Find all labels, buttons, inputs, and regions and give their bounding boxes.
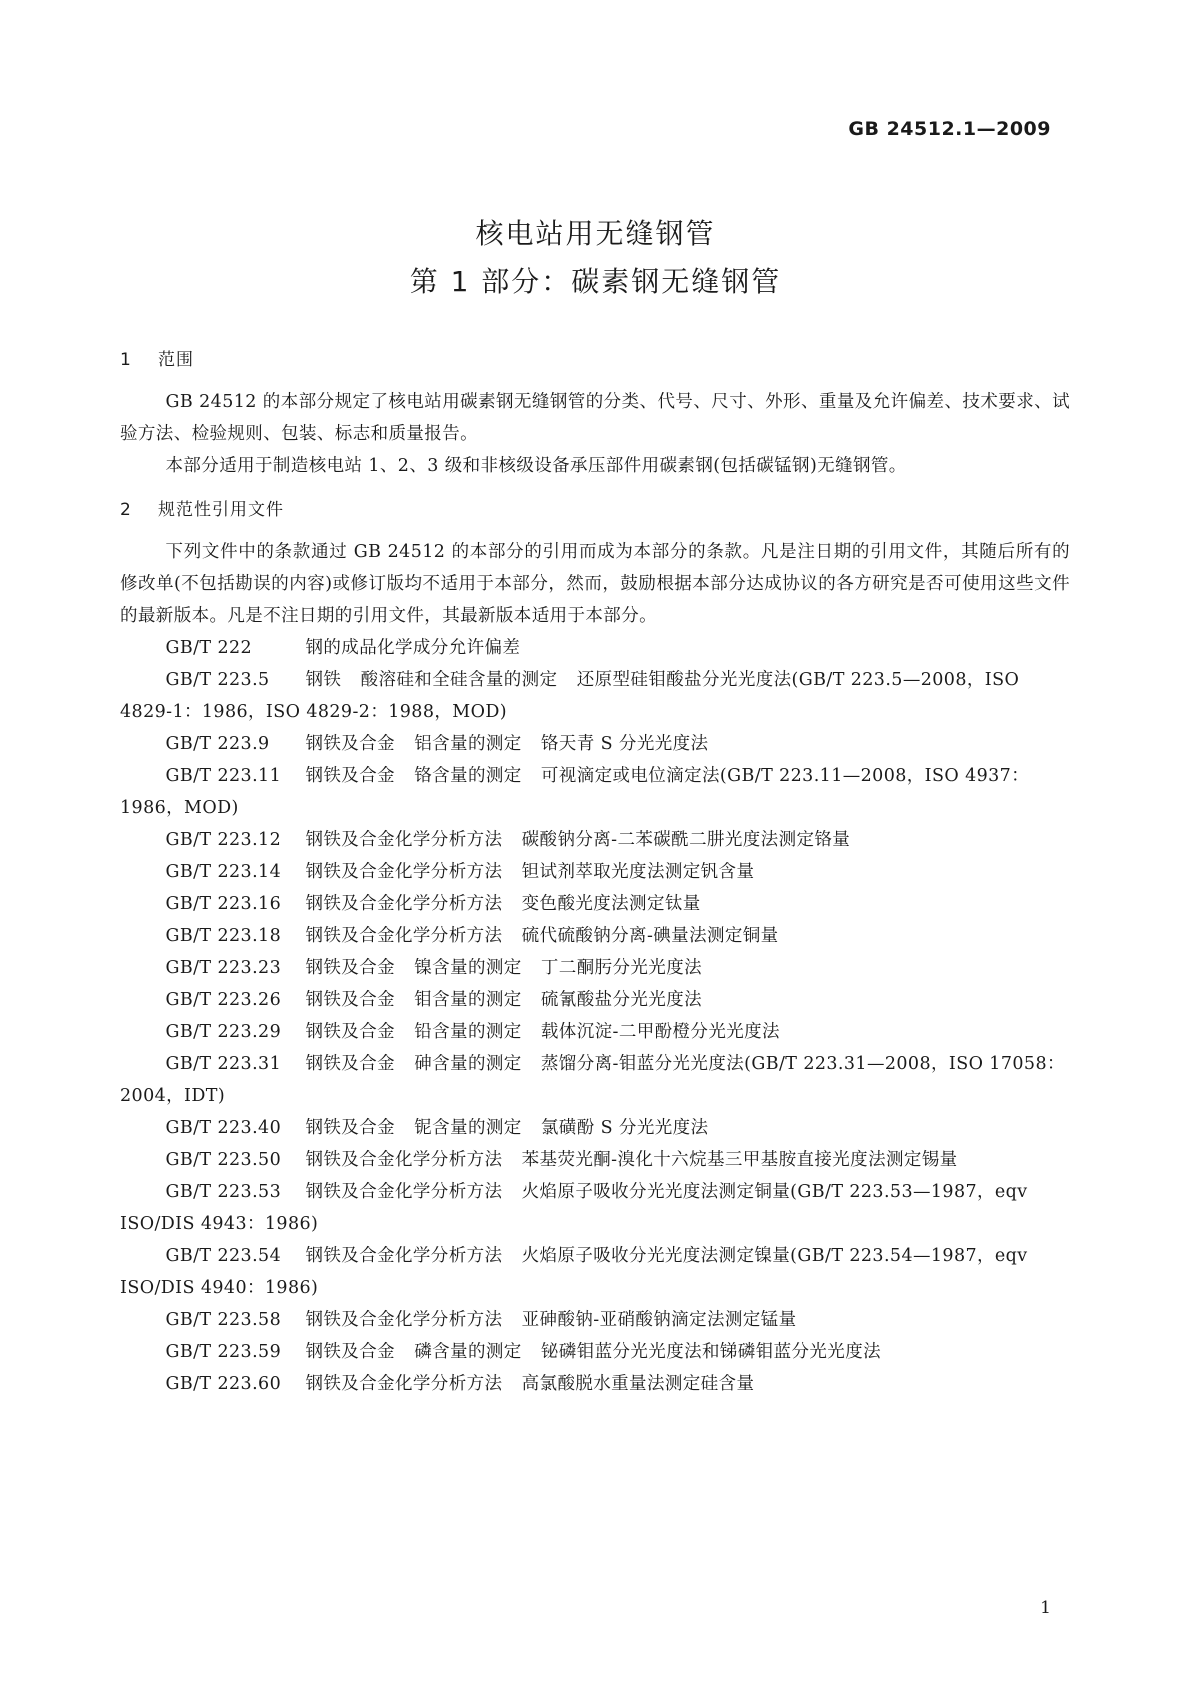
reference-item	[120, 1048, 1070, 1112]
reference-item	[120, 952, 1070, 984]
reference-code: GB/T 223.16	[165, 894, 282, 914]
reference-title-part: 钢铁及合金化学分析方法	[305, 894, 503, 914]
reference-code: GB/T 223.11	[165, 766, 282, 786]
reference-title-part: 钢铁及合金化学分析方法	[305, 1246, 503, 1266]
reference-title-part: 氯磺酚 S 分光光度法	[540, 1118, 709, 1138]
reference-item	[120, 1016, 1070, 1048]
reference-item	[120, 856, 1070, 888]
reference-title-part: 载体沉淀-二甲酚橙分光光度法	[540, 1022, 780, 1042]
paragraph: 本部分适用于制造核电站 1、2、3 级和非核级设备承压部件用碳素钢(包括碳锰钢)无缝钢管。	[165, 456, 907, 476]
reference-title-part: 铋磷钼蓝分光光度法和锑磷钼蓝分光光度法	[540, 1342, 882, 1362]
reference-title-part: 钢铁及合金化学分析方法	[305, 1150, 503, 1170]
reference-title-part: 钢铁及合金化学分析方法	[305, 926, 503, 946]
reference-item	[120, 1112, 1070, 1144]
reference-title-part: 丁二酮肟分光光度法	[540, 958, 703, 978]
reference-code: GB/T 223.59	[165, 1342, 282, 1362]
reference-item	[120, 984, 1070, 1016]
reference-equivalence: (GB/T 223.5—2008，ISO 4829-1：1986，ISO 4829-2：1988，MOD)	[120, 670, 1020, 722]
reference-title-part: 火焰原子吸收分光光度法测定铜量	[521, 1182, 791, 1202]
reference-title-part: 硫氰酸盐分光光度法	[540, 990, 703, 1010]
reference-equivalence: (GB/T 223.31—2008，ISO 17058：2004，IDT)	[120, 1054, 1065, 1106]
reference-title-part: 碳酸钠分离-二苯碳酰二肼光度法测定铬量	[521, 830, 851, 850]
reference-title-part: 钢铁及合金	[305, 1022, 395, 1042]
reference-code: GB/T 223.18	[165, 926, 282, 946]
reference-title-part: 磷含量的测定	[414, 1342, 522, 1362]
reference-item	[120, 1368, 1070, 1400]
section-title: 规范性引用文件	[158, 500, 284, 520]
reference-title-part: 还原型硅钼酸盐分光光度法	[576, 670, 792, 690]
section-1-heading	[120, 348, 1070, 372]
reference-item	[120, 760, 1070, 824]
reference-item	[120, 1304, 1070, 1336]
reference-equivalence: (GB/T 223.53—1987，eqv ISO/DIS 4943：1986)	[120, 1182, 1028, 1234]
reference-title-part: 酸溶硅和全硅含量的测定	[360, 670, 558, 690]
reference-item	[120, 664, 1070, 728]
reference-title-part: 钢铁及合金	[305, 766, 395, 786]
reference-code: GB/T 223.60	[165, 1374, 282, 1394]
reference-item	[120, 920, 1070, 952]
reference-title-part: 铅含量的测定	[414, 1022, 522, 1042]
reference-item	[120, 1144, 1070, 1176]
reference-item	[120, 1336, 1070, 1368]
reference-title-part: 铬天青 S 分光光度法	[540, 734, 709, 754]
reference-equivalence: (GB/T 223.54—1987，eqv ISO/DIS 4940：1986)	[120, 1246, 1028, 1298]
reference-title-part: 钢铁及合金	[305, 990, 395, 1010]
reference-title-part: 钢铁及合金	[305, 1054, 395, 1074]
reference-title-part: 钢铁及合金化学分析方法	[305, 1310, 503, 1330]
reference-title-part: 亚砷酸钠-亚硝酸钠滴定法测定锰量	[521, 1310, 797, 1330]
document-title-line1: 核电站用无缝钢管	[475, 217, 716, 250]
reference-title-part: 钽试剂萃取光度法测定钒含量	[521, 862, 755, 882]
reference-equivalence: (GB/T 223.11—2008，ISO 4937：1986，MOD)	[120, 766, 1030, 818]
reference-title-part: 铬含量的测定	[414, 766, 522, 786]
reference-title-part: 钢铁及合金	[305, 1342, 395, 1362]
reference-code: GB/T 223.23	[165, 958, 282, 978]
reference-list	[120, 632, 1070, 1400]
reference-item	[120, 632, 1070, 664]
reference-title-part: 火焰原子吸收分光光度法测定镍量	[521, 1246, 791, 1266]
document-title-line2: 第 1 部分：碳素钢无缝钢管	[409, 265, 782, 298]
reference-code: GB/T 223.12	[165, 830, 282, 850]
reference-title-part: 可视滴定或电位滴定法	[540, 766, 720, 786]
reference-code: GB/T 223.53	[165, 1182, 282, 1202]
reference-title-part: 变色酸光度法测定钛量	[521, 894, 701, 914]
reference-item	[120, 824, 1070, 856]
reference-title-part: 钢铁及合金化学分析方法	[305, 830, 503, 850]
reference-title-part: 蒸馏分离-钼蓝分光光度法	[540, 1054, 745, 1074]
paragraph: 下列文件中的条款通过 GB 24512 的本部分的引用而成为本部分的条款。凡是注日期的引用文件，其随后所有的修改单(不包括勘误的内容)或修订版均不适用于本部分，然而，鼓励根据本部分达成协议的各方研究是否可使用这些文件的最新版本。凡是不注日期的引用文件，其最新版本适用于本部分。	[120, 542, 1070, 626]
reference-item	[120, 728, 1070, 760]
page-number: 1	[1040, 1598, 1051, 1618]
reference-title-part: 钼含量的测定	[414, 990, 522, 1010]
reference-item	[120, 1176, 1070, 1240]
reference-title-part: 钢铁及合金化学分析方法	[305, 1182, 503, 1202]
reference-title-part: 高氯酸脱水重量法测定硅含量	[521, 1374, 755, 1394]
reference-title-part: 铝含量的测定	[414, 734, 522, 754]
document-body	[120, 348, 1070, 1400]
reference-title-part: 钢铁及合金	[305, 958, 395, 978]
paragraph: GB 24512 的本部分规定了核电站用碳素钢无缝钢管的分类、代号、尺寸、外形、重量及允许偏差、技术要求、试验方法、检验规则、包装、标志和质量报告。	[120, 392, 1070, 444]
reference-code: GB/T 223.54	[165, 1246, 282, 1266]
reference-item	[120, 888, 1070, 920]
reference-code: GB/T 223.5	[165, 670, 270, 690]
reference-title-part: 砷含量的测定	[414, 1054, 522, 1074]
reference-title-part: 镍含量的测定	[414, 958, 522, 978]
reference-title-part: 铌含量的测定	[414, 1118, 522, 1138]
reference-code: GB/T 223.9	[165, 734, 270, 754]
reference-title-part: 硫代硫酸钠分离-碘量法测定铜量	[521, 926, 779, 946]
section-number: 2	[120, 500, 132, 520]
reference-code: GB/T 222	[165, 638, 253, 658]
section-title: 范围	[158, 350, 194, 370]
reference-title-part: 钢铁	[305, 670, 342, 690]
reference-title-part: 钢铁及合金	[305, 734, 395, 754]
reference-title-part: 钢铁及合金化学分析方法	[305, 1374, 503, 1394]
reference-code: GB/T 223.29	[165, 1022, 282, 1042]
reference-title-part: 钢铁及合金	[305, 1118, 395, 1138]
section-2-heading	[120, 498, 1070, 522]
section-number: 1	[120, 350, 132, 370]
standard-code: GB 24512.1—2009	[848, 118, 1051, 140]
reference-title-part: 苯基荧光酮-溴化十六烷基三甲基胺直接光度法测定锡量	[521, 1150, 958, 1170]
reference-code: GB/T 223.50	[165, 1150, 282, 1170]
reference-code: GB/T 223.31	[165, 1054, 282, 1074]
reference-item	[120, 1240, 1070, 1304]
reference-code: GB/T 223.14	[165, 862, 282, 882]
reference-title-part: 钢铁及合金化学分析方法	[305, 862, 503, 882]
reference-code: GB/T 223.40	[165, 1118, 282, 1138]
reference-title-part: 钢的成品化学成分允许偏差	[305, 638, 521, 658]
reference-code: GB/T 223.26	[165, 990, 282, 1010]
reference-code: GB/T 223.58	[165, 1310, 282, 1330]
